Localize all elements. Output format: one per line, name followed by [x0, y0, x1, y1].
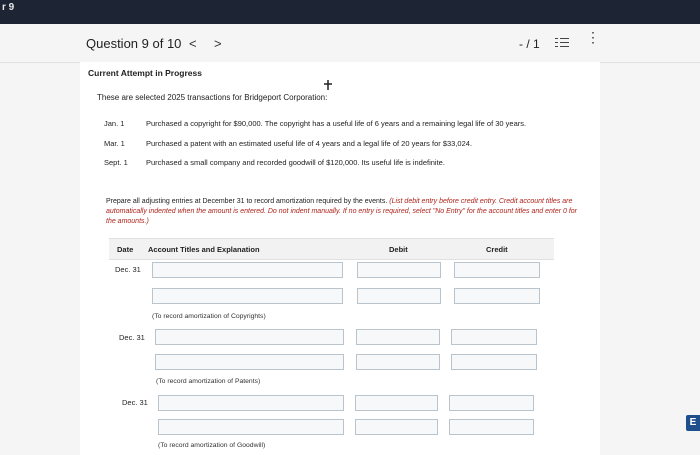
- debit-column-header: Debit: [389, 245, 408, 254]
- credit-amount-field[interactable]: [449, 395, 534, 411]
- entry-explanation: (To record amortization of Patents): [156, 378, 261, 385]
- account-title-field[interactable]: [158, 419, 344, 435]
- mouse-cursor-icon: [324, 80, 332, 90]
- debit-amount-field[interactable]: [355, 395, 438, 411]
- debit-amount-field[interactable]: [356, 354, 440, 370]
- credit-amount-field[interactable]: [454, 288, 540, 304]
- question-header: [0, 24, 700, 63]
- account-title-field[interactable]: [152, 288, 343, 304]
- debit-amount-field[interactable]: [355, 419, 438, 435]
- attempt-status: Current Attempt in Progress: [88, 68, 202, 78]
- debit-amount-field[interactable]: [356, 329, 440, 345]
- transaction-date: Sept. 1: [104, 158, 128, 167]
- instructions-text: Prepare all adjusting entries at December 31 to record amortization required by the events.: [106, 198, 390, 205]
- question-score: - / 1: [519, 37, 540, 51]
- debit-amount-field[interactable]: [357, 262, 441, 278]
- entry-explanation: (To record amortization of Goodwill): [158, 442, 266, 449]
- credit-amount-field[interactable]: [451, 329, 537, 345]
- question-label: Question 9 of 10: [86, 36, 182, 51]
- debit-amount-field[interactable]: [357, 288, 441, 304]
- instructions-emphasis: (List debit entry before credit entry. Credit account titles are automatically indented when the amount is entered. Do not indent manually. If no entry is required, select "No Entry" for the account titles and enter 0 for the amounts.): [106, 198, 577, 225]
- account-title-field[interactable]: [155, 329, 344, 345]
- previous-question-button[interactable]: <: [189, 36, 197, 51]
- transaction-date: Jan. 1: [104, 119, 125, 128]
- side-panel-tab[interactable]: E: [686, 415, 700, 431]
- date-column-header: Date: [117, 245, 134, 254]
- entry-date: Dec. 31: [122, 398, 148, 407]
- browser-top-bar: [0, 0, 700, 24]
- entry-explanation: (To record amortization of Copyrights): [152, 313, 266, 320]
- entry-date: Dec. 31: [115, 265, 141, 274]
- instructions: [106, 197, 578, 227]
- chapter-fragment: r 9: [2, 2, 15, 13]
- entry-date: Dec. 31: [119, 333, 145, 342]
- problem-intro: These are selected 2025 transactions for Bridgeport Corporation:: [97, 93, 328, 102]
- credit-column-header: Credit: [486, 245, 508, 254]
- account-title-field[interactable]: [158, 395, 344, 411]
- transaction-text: Purchased a patent with an estimated useful life of 4 years and a legal life of 20 years for $33,024.: [146, 139, 473, 148]
- transaction-date: Mar. 1: [104, 139, 125, 148]
- account-title-field[interactable]: [155, 354, 344, 370]
- account-column-header: Account Titles and Explanation: [148, 245, 260, 254]
- credit-amount-field[interactable]: [449, 419, 534, 435]
- next-question-button[interactable]: >: [214, 36, 222, 51]
- question-list-icon[interactable]: [555, 36, 569, 50]
- transaction-text: Purchased a copyright for $90,000. The copyright has a useful life of 6 years and a remaining legal life of 30 years.: [146, 119, 527, 128]
- account-title-field[interactable]: [152, 262, 343, 278]
- transaction-text: Purchased a small company and recorded goodwill of $120,000. Its useful life is indefinite.: [146, 158, 445, 167]
- credit-amount-field[interactable]: [451, 354, 537, 370]
- credit-amount-field[interactable]: [454, 262, 540, 278]
- journal-table-header: [109, 238, 554, 260]
- more-options-icon[interactable]: ⋮: [586, 29, 600, 45]
